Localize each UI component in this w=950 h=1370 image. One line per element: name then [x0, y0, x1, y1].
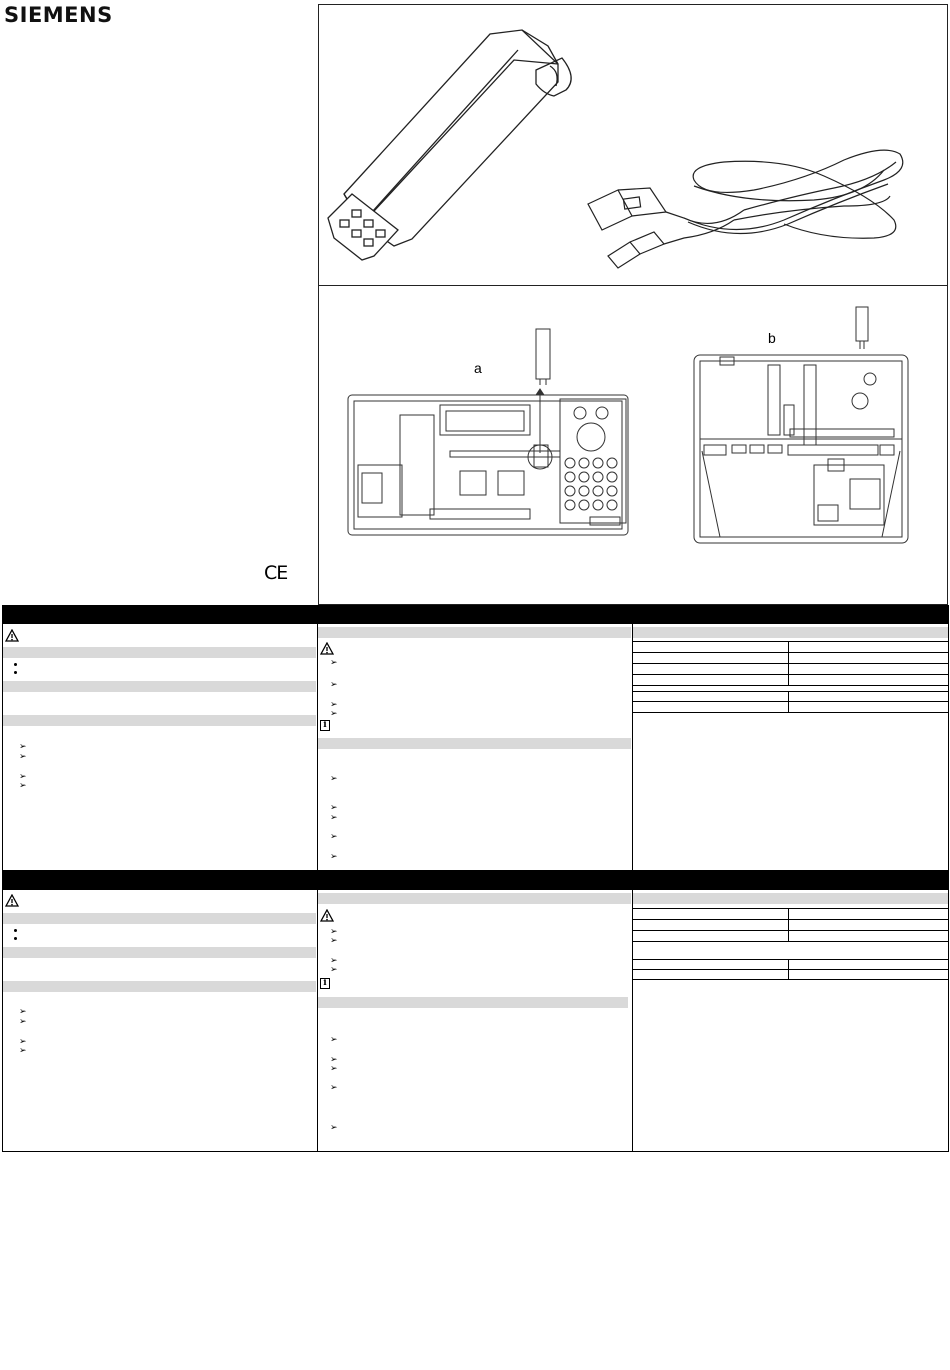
section-header-bar: [633, 605, 949, 624]
warning-triangle-icon: [5, 894, 19, 907]
section-header-bar: [2, 605, 317, 624]
warning-triangle-icon: [320, 909, 334, 922]
controller-board-b-illustration: [690, 305, 912, 547]
info-icon: i: [320, 720, 330, 731]
arrow-bullet-icon: ➢: [19, 1017, 27, 1027]
table-rule: [633, 959, 949, 960]
subsection-bar: [2, 715, 316, 726]
column-r1-c3: [633, 605, 949, 871]
column-r1-c1: [2, 605, 318, 871]
table-rule: [633, 663, 949, 664]
bullet-point: [14, 937, 17, 940]
subsection-bar: [2, 947, 316, 958]
subsection-bar: [633, 893, 949, 904]
table-rule: [633, 930, 949, 931]
arrow-bullet-icon: ➢: [330, 965, 338, 975]
arrow-bullet-icon: ➢: [330, 936, 338, 946]
arrow-bullet-icon: ➢: [330, 1123, 338, 1133]
arrow-bullet-icon: ➢: [19, 752, 27, 762]
table-rule: [633, 674, 949, 675]
arrow-bullet-icon: ➢: [330, 658, 338, 668]
arrow-bullet-icon: ➢: [330, 700, 338, 710]
arrow-bullet-icon: ➢: [19, 1046, 27, 1056]
ce-mark: CE: [264, 562, 288, 584]
subsection-bar: [318, 627, 631, 638]
arrow-bullet-icon: ➢: [330, 774, 338, 784]
arrow-bullet-icon: ➢: [19, 772, 27, 782]
bullet-point: [14, 663, 17, 666]
arrow-bullet-icon: ➢: [19, 1037, 27, 1047]
arrow-bullet-icon: ➢: [330, 1083, 338, 1093]
bullet-point: [14, 671, 17, 674]
arrow-bullet-icon: ➢: [330, 832, 338, 842]
table-rule: [633, 919, 949, 920]
table-rule: [633, 969, 949, 970]
subsection-bar: [318, 997, 628, 1008]
bullet-point: [14, 929, 17, 932]
usb-adapter-illustration: [322, 24, 582, 269]
arrow-bullet-icon: ➢: [330, 803, 338, 813]
table-rule: [633, 712, 949, 713]
section-header-bar: [633, 871, 949, 890]
table-rule: [633, 691, 949, 692]
table-rule: [633, 701, 949, 702]
controller-board-a-illustration: [340, 325, 650, 540]
arrow-bullet-icon: ➢: [330, 927, 338, 937]
arrow-bullet-icon: ➢: [19, 781, 27, 791]
section-header-bar: [318, 871, 632, 890]
subsection-bar: [318, 738, 631, 749]
table-rule: [633, 641, 949, 642]
arrow-bullet-icon: ➢: [330, 1055, 338, 1065]
arrow-bullet-icon: ➢: [330, 709, 338, 719]
figure-label-b: b: [768, 330, 776, 346]
table-rule: [633, 652, 949, 653]
arrow-bullet-icon: ➢: [330, 956, 338, 966]
table-column-divider: [788, 691, 789, 712]
arrow-bullet-icon: ➢: [330, 680, 338, 690]
warning-triangle-icon: [320, 642, 334, 655]
usb-cable-illustration: [584, 140, 910, 270]
figure-label-a: a: [474, 360, 482, 376]
subsection-bar: [2, 681, 316, 692]
table-column-divider: [788, 959, 789, 979]
arrow-bullet-icon: ➢: [330, 1035, 338, 1045]
arrow-bullet-icon: ➢: [19, 742, 27, 752]
text-block-right-border: [948, 605, 949, 1152]
section-header-bar: [2, 871, 317, 890]
text-block-left-border: [2, 605, 3, 1152]
subsection-bar: [633, 627, 949, 638]
arrow-bullet-icon: ➢: [19, 1007, 27, 1017]
warning-triangle-icon: [5, 629, 19, 642]
subsection-bar: [2, 647, 316, 658]
arrow-bullet-icon: ➢: [330, 813, 338, 823]
table-rule: [633, 685, 949, 686]
column-r2-c1: [2, 871, 318, 1152]
column-r2-c2: [318, 871, 633, 1152]
table-column-divider: [788, 908, 789, 941]
siemens-logo: SIEMENS: [4, 3, 113, 27]
text-block-bottom-border: [2, 1151, 949, 1152]
info-icon: i: [320, 978, 330, 989]
column-r1-c2: [318, 605, 633, 871]
table-rule: [633, 941, 949, 942]
section-header-bar: [318, 605, 632, 624]
table-column-divider: [788, 641, 789, 685]
subsection-bar: [2, 981, 316, 992]
subsection-bar: [318, 893, 631, 904]
table-rule: [633, 908, 949, 909]
column-r2-c3: [633, 871, 949, 1152]
subsection-bar: [2, 913, 316, 924]
arrow-bullet-icon: ➢: [330, 1064, 338, 1074]
table-rule: [633, 979, 949, 980]
arrow-bullet-icon: ➢: [330, 852, 338, 862]
